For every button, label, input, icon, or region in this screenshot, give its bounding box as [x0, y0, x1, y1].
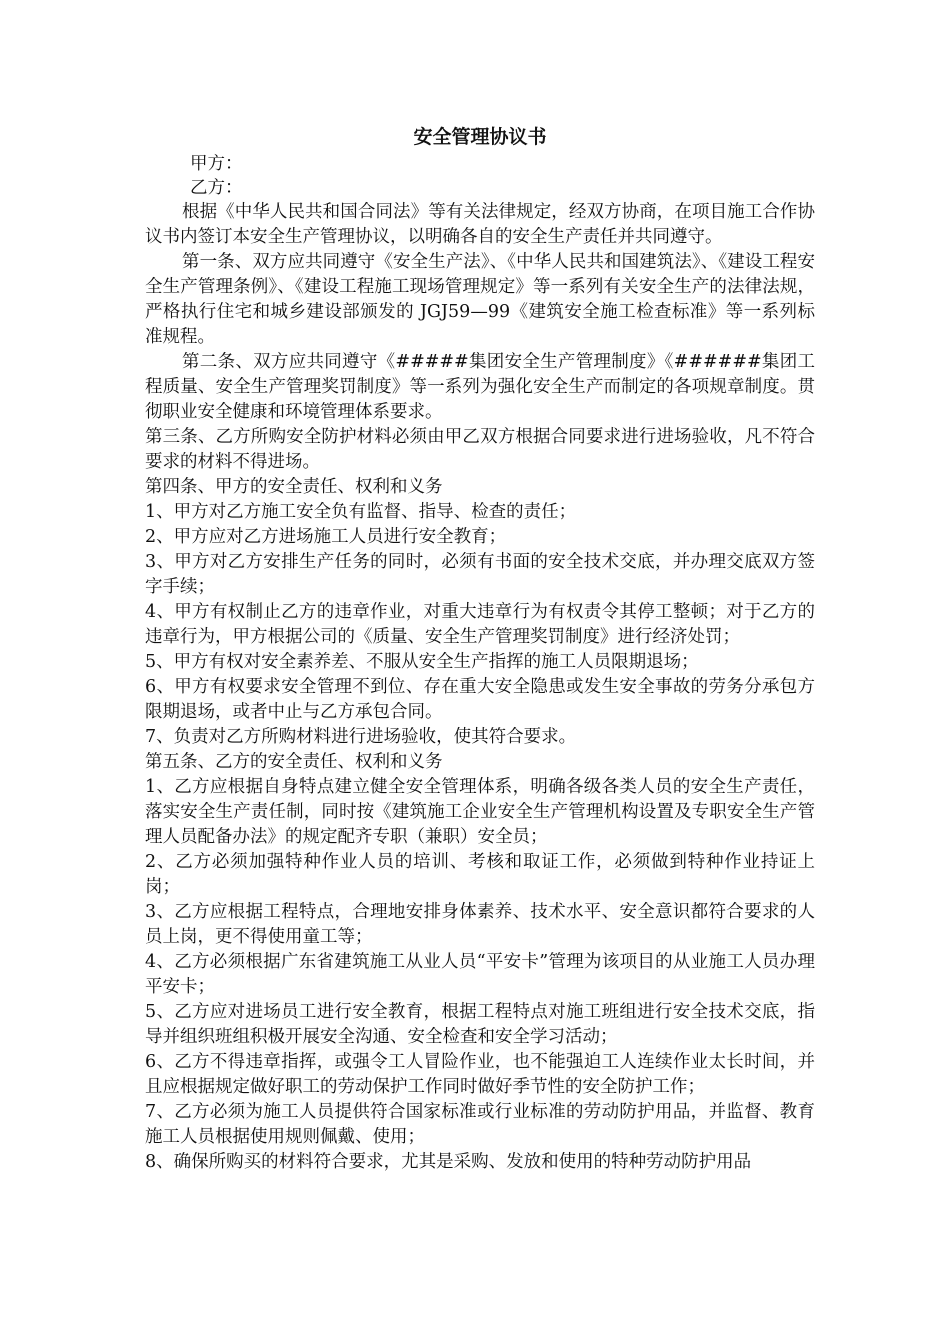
document-paragraph: 3、甲方对乙方安排生产任务的同时，必须有书面的安全技术交底，并办理交底双方签字手续； — [145, 552, 815, 597]
document-paragraph: 4、乙方必须根据广东省建筑施工从业人员“平安卡”管理为该项目的从业施工人员办理平安卡； — [145, 952, 815, 997]
document-paragraph: 根据《中华人民共和国合同法》等有关法律规定，经双方协商，在项目施工合作协议书内签订本安全生产管理协议，以明确各自的安全生产责任并共同遵守。 — [145, 202, 815, 247]
party-b-label: 乙方： — [190, 178, 243, 198]
document-paragraph: 7、负责对乙方所购材料进行进场验收，使其符合要求。 — [145, 727, 577, 747]
document-paragraph: 2、甲方应对乙方进场施工人员进行安全教育； — [145, 527, 507, 547]
document-paragraph: 3、乙方应根据工程特点，合理地安排身体素养、技术水平、安全意识都符合要求的人员上岗，更不得使用童工等； — [145, 902, 815, 947]
document-body — [145, 200, 815, 1175]
party-a-label: 甲方： — [190, 154, 243, 174]
document-paragraph: 第五条、乙方的安全责任、权利和义务 — [145, 752, 443, 772]
document-paragraph: 2、乙方必须加强特种作业人员的培训、考核和取证工作，必须做到特种作业持证上岗； — [145, 852, 815, 897]
document-paragraph: 5、乙方应对进场员工进行安全教育，根据工程特点对施工班组进行安全技术交底，指导并组织班组积极开展安全沟通、安全检查和安全学习活动； — [145, 1002, 815, 1047]
document-page — [145, 124, 815, 1175]
document-paragraph: 4、甲方有权制止乙方的违章作业，对重大违章行为有权责令其停工整顿；对于乙方的违章行为，甲方根据公司的《质量、安全生产管理奖罚制度》进行经济处罚； — [145, 602, 815, 647]
document-paragraph: 5、甲方有权对安全素养差、不服从安全生产指挥的施工人员限期退场； — [145, 652, 699, 672]
document-paragraph: 6、乙方不得违章指挥，或强令工人冒险作业，也不能强迫工人连续作业太长时间，并且应根据规定做好职工的劳动保护工作同时做好季节性的安全防护工作； — [145, 1052, 815, 1097]
document-paragraph: 8、确保所购买的材料符合要求，尤其是采购、发放和使用的特种劳动防护用品 — [145, 1152, 752, 1172]
document-paragraph: 第一条、双方应共同遵守《安全生产法》、《中华人民共和国建筑法》、《建设工程安全生产管理条例》、《建设工程施工现场管理规定》等一系列有关安全生产的法律法规，严格执行住宅和城乡建设部颁发的 JGJ59—99《建筑安全施工检查标准》等一系列标准规程。 — [145, 252, 815, 347]
document-paragraph: 第三条、乙方所购安全防护材料必须由甲乙双方根据合同要求进行进场验收，凡不符合要求的材料不得进场。 — [145, 427, 815, 472]
document-paragraph: 第二条、双方应共同遵守《#####集团安全生产管理制度》《######集团工程质量、安全生产管理奖罚制度》等一系列为强化安全生产而制定的各项规章制度。贯彻职业安全健康和环境管理体系要求。 — [145, 352, 815, 422]
document-paragraph: 1、乙方应根据自身特点建立健全安全管理体系，明确各级各类人员的安全生产责任，落实安全生产责任制，同时按《建筑施工企业安全生产管理机构设置及专职安全生产管理人员配备办法》的规定配齐专职（兼职）安全员； — [145, 777, 815, 847]
document-paragraph: 1、甲方对乙方施工安全负有监督、指导、检查的责任； — [145, 502, 577, 522]
document-paragraph: 6、甲方有权要求安全管理不到位、存在重大安全隐患或发生安全事故的劳务分承包方限期退场，或者中止与乙方承包合同。 — [145, 677, 815, 722]
document-paragraph: 7、乙方必须为施工人员提供符合国家标准或行业标准的劳动防护用品，并监督、教育施工人员根据使用规则佩戴、使用； — [145, 1102, 815, 1147]
document-paragraph: 第四条、甲方的安全责任、权利和义务 — [145, 477, 443, 497]
document-title: 安全管理协议书 — [413, 126, 547, 148]
